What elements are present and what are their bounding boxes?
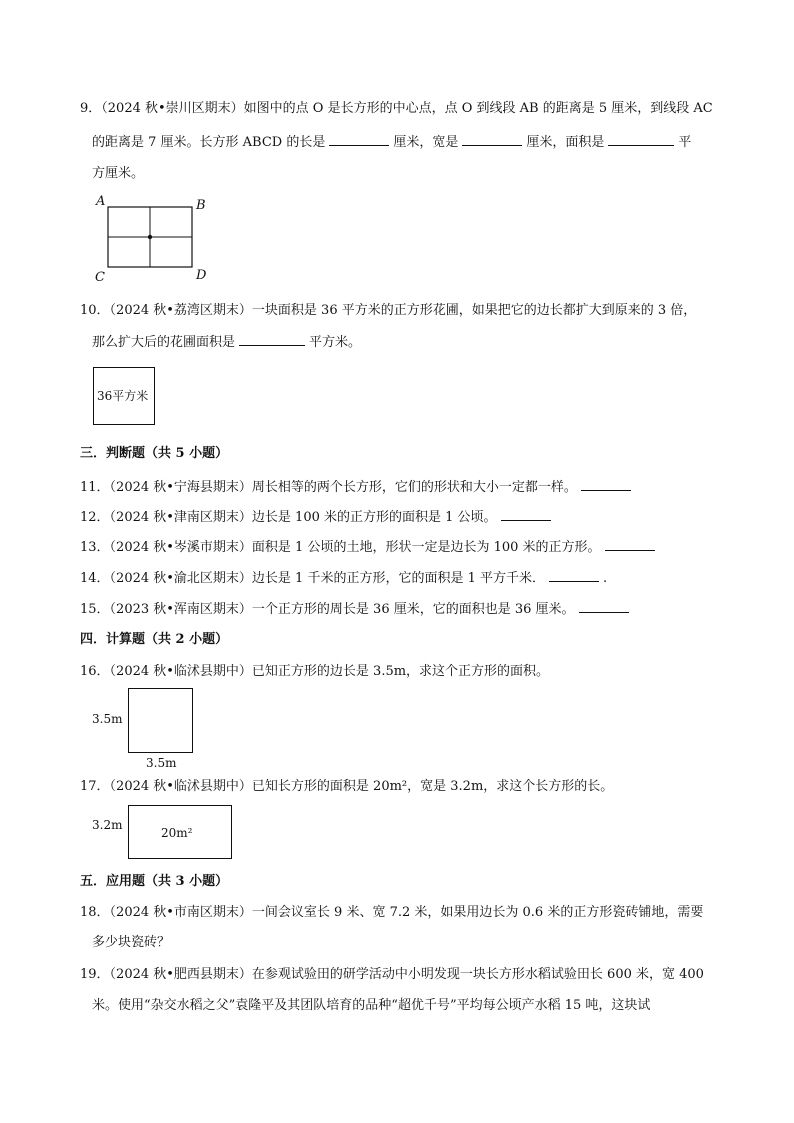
q9-line3: 方厘米。 xyxy=(92,166,145,181)
q12-text: 12．（2024 秋•津南区期末）边长是 100 米的正方形的面积是 1 公顷。 xyxy=(80,510,497,525)
q12-blank[interactable] xyxy=(501,508,551,521)
q14-blank[interactable] xyxy=(549,569,599,582)
q14-text: 14．（2024 秋•渝北区期末）边长是 1 千米的正方形，它的面积是 1 平方千米． xyxy=(80,571,545,586)
q9-line2-a: 的距离是 7 厘米。长方形 ABCD 的长是 xyxy=(92,135,326,150)
q11-blank[interactable] xyxy=(581,478,631,491)
q16-line: 16．（2024 秋•临沭县期中）已知正方形的边长是 3.5m，求这个正方形的面积。 xyxy=(80,664,550,679)
q10-line1: 10．（2024 秋•荔湾区期末）一块面积是 36 平方米的正方形花圃，如果把它的边长都扩大到原来的 3 倍， xyxy=(80,303,697,318)
section-5-heading: 五．应用题（共 3 小题） xyxy=(80,874,229,889)
q13-blank[interactable] xyxy=(605,538,655,551)
q10-line2 xyxy=(92,333,361,352)
q9-label-d: D xyxy=(196,268,207,283)
q9-label-b: B xyxy=(196,198,206,213)
q10-line2-b: 平方米。 xyxy=(309,335,362,350)
q17-area-label: 20m² xyxy=(161,826,193,840)
q18-line1: 18．（2024 秋•市南区期末）一间会议室长 9 米、宽 7.2 米，如果用边长为 0.6 米的正方形瓷砖铺地，需要 xyxy=(80,905,704,920)
q9-rectangle-diagram xyxy=(106,205,196,271)
q9-line2-d: 平 xyxy=(678,135,692,150)
q9-label-c: C xyxy=(95,270,105,285)
q9-blank-width[interactable] xyxy=(462,133,522,146)
q17-side-left: 3.2m xyxy=(92,818,123,832)
q11-line xyxy=(80,478,635,497)
q10-blank-area[interactable] xyxy=(239,333,305,346)
q16-side-left: 3.5m xyxy=(92,712,123,726)
q9-line2 xyxy=(92,133,691,152)
q15-blank[interactable] xyxy=(579,600,629,613)
q9-blank-length[interactable] xyxy=(329,133,389,146)
q13-line xyxy=(80,538,659,557)
q10-figure-text: 36平方米 xyxy=(97,389,149,403)
q18-line2: 多少块瓷砖？ xyxy=(92,935,171,950)
q9-line2-c: 厘米，面积是 xyxy=(526,135,605,150)
q13-text: 13．（2024 秋•岑溪市期末）面积是 1 公顷的土地，形状一定是边长为 100 米的正方形。 xyxy=(80,540,601,555)
q14-end: . xyxy=(603,571,608,586)
q19-line2: 米。使用“杂交水稻之父”袁隆平及其团队培育的品种“超优千号”平均每公顷产水稻 15 吨，这块试 xyxy=(92,998,651,1013)
q15-text: 15．（2023 秋•浑南区期末）一个正方形的周长是 36 厘米，它的面积也是 36 厘米。 xyxy=(80,602,575,617)
q10-square-figure xyxy=(93,367,155,425)
section-3-heading: 三．判断题（共 5 小题） xyxy=(80,446,229,461)
q11-text: 11．（2024 秋•宁海县期末）周长相等的两个长方形，它们的形状和大小一定都一样。 xyxy=(80,480,577,495)
q12-line xyxy=(80,508,555,527)
q15-line xyxy=(80,600,633,619)
q14-line xyxy=(80,569,607,588)
q16-square xyxy=(128,688,193,753)
q9-line2-b: 厘米，宽是 xyxy=(393,135,459,150)
q17-line: 17．（2024 秋•临沭县期中）已知长方形的面积是 20m²，宽是 3.2m，求这个长方形的长。 xyxy=(80,779,614,794)
q19-line1: 19．（2024 秋•肥西县期末）在参观试验田的研学活动中小明发现一块长方形水稻试验田长 600 米，宽 400 xyxy=(80,967,704,982)
q16-side-bottom: 3.5m xyxy=(146,756,177,770)
q9-blank-area[interactable] xyxy=(608,133,674,146)
q9-label-a: A xyxy=(96,194,106,209)
section-4-heading: 四．计算题（共 2 小题） xyxy=(80,632,229,647)
q9-line1: 9．（2024 秋•崇川区期末）如图中的点 O 是长方形的中心点，点 O 到线段 AB 的距离是 5 厘米，到线段 AC xyxy=(80,101,713,116)
q10-line2-a: 那么扩大后的花圃面积是 xyxy=(92,335,236,350)
q17-rectangle xyxy=(128,805,232,859)
